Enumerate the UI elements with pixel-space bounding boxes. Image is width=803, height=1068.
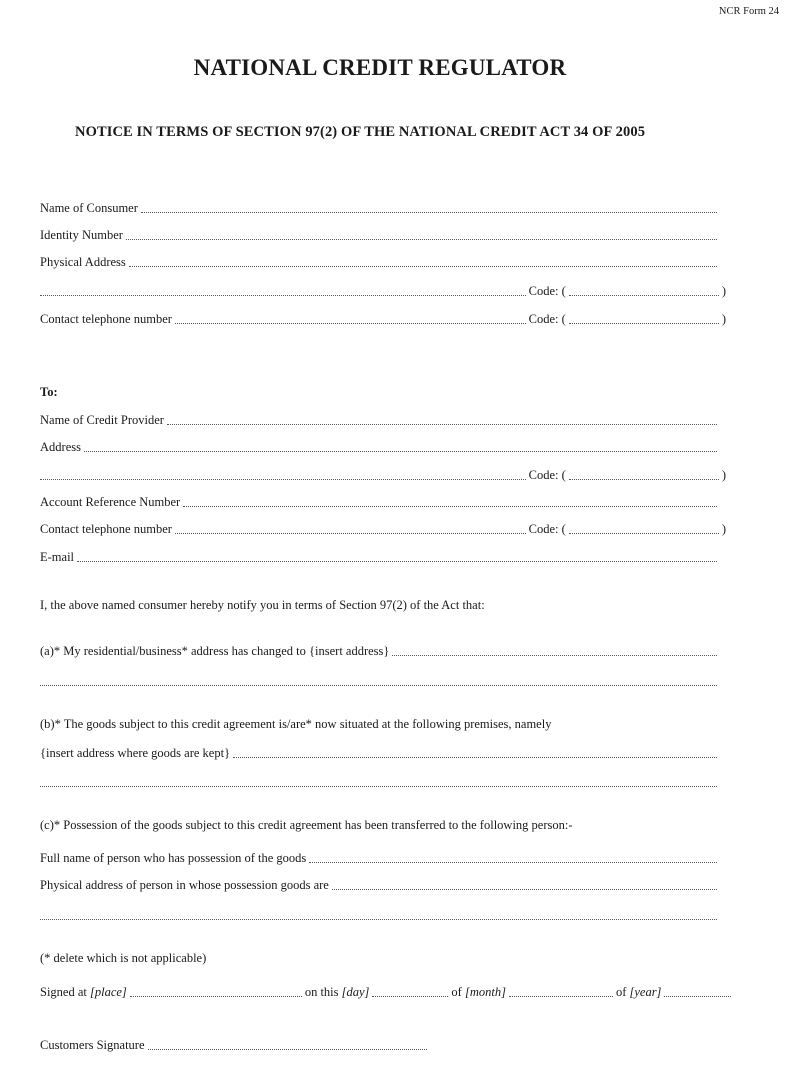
customer-signature-label: Customers Signature bbox=[40, 1038, 145, 1052]
postal-code-line[interactable] bbox=[569, 294, 719, 296]
provider-dial-code-line[interactable] bbox=[569, 532, 719, 534]
provider-dial-code-label: Code: ( bbox=[528, 522, 566, 536]
provider-phone-line[interactable] bbox=[175, 532, 526, 534]
provider-address-field[interactable] bbox=[40, 439, 720, 455]
physical-address-field[interactable] bbox=[40, 254, 720, 270]
option-a-line[interactable] bbox=[392, 654, 717, 656]
consumer-phone-label: Contact telephone number bbox=[40, 312, 172, 326]
provider-code-label: Code: ( bbox=[528, 468, 566, 482]
delete-note: (* delete which is not applicable) bbox=[40, 951, 207, 965]
signed-on-label: on this bbox=[304, 985, 339, 999]
option-b-line2-field[interactable] bbox=[40, 774, 720, 790]
signed-year-label: [year] bbox=[629, 985, 662, 999]
provider-address-line[interactable] bbox=[84, 450, 717, 452]
page-subtitle: NOTICE IN TERMS OF SECTION 97(2) OF THE NATIONAL CREDIT ACT 34 OF 2005 bbox=[75, 124, 646, 140]
consumer-name-field[interactable] bbox=[40, 200, 720, 216]
option-a-field[interactable] bbox=[40, 643, 720, 659]
physical-address-line2-field[interactable] bbox=[40, 283, 726, 299]
physical-address-line2[interactable] bbox=[40, 294, 526, 296]
possession-address-field[interactable] bbox=[40, 877, 720, 893]
identity-number-label: Identity Number bbox=[40, 228, 123, 242]
account-reference-line[interactable] bbox=[183, 505, 717, 507]
provider-phone-field[interactable] bbox=[40, 521, 726, 537]
signed-line[interactable] bbox=[40, 984, 734, 1000]
signed-at-label: Signed at bbox=[40, 985, 87, 999]
consumer-name-label: Name of Consumer bbox=[40, 201, 138, 215]
possession-name-line[interactable] bbox=[309, 861, 717, 863]
account-reference-field[interactable] bbox=[40, 494, 720, 510]
provider-address-line2-field[interactable] bbox=[40, 467, 726, 483]
form-number: NCR Form 24 bbox=[718, 6, 779, 17]
to-heading: To: bbox=[40, 385, 58, 399]
signed-of-label: of bbox=[451, 985, 462, 999]
signed-place-label: [place] bbox=[90, 985, 127, 999]
possession-name-field[interactable] bbox=[40, 850, 720, 866]
customer-signature-field[interactable] bbox=[40, 1037, 430, 1053]
possession-address-line2-field[interactable] bbox=[40, 907, 720, 923]
postal-code-label: Code: ( bbox=[528, 284, 566, 298]
account-reference-label: Account Reference Number bbox=[40, 495, 181, 509]
consumer-phone-field[interactable] bbox=[40, 311, 726, 327]
signed-month-line[interactable] bbox=[509, 995, 613, 997]
consumer-dial-code-line[interactable] bbox=[569, 322, 719, 324]
option-b-text: (b)* The goods subject to this credit agreement is/are* now situated at the following premises, namely bbox=[40, 717, 552, 731]
option-b-line[interactable] bbox=[233, 756, 717, 758]
option-a-line2-field[interactable] bbox=[40, 673, 720, 689]
option-c-text: (c)* Possession of the goods subject to this credit agreement has been transferred to the following person:- bbox=[40, 818, 573, 832]
credit-provider-line[interactable] bbox=[167, 423, 717, 425]
option-b-label: {insert address where goods are kept} bbox=[40, 746, 231, 760]
possession-name-label: Full name of person who has possession of the goods bbox=[40, 851, 307, 865]
postal-code-close: ) bbox=[721, 284, 726, 298]
possession-address-line2[interactable] bbox=[40, 918, 717, 920]
provider-code-line[interactable] bbox=[569, 478, 719, 480]
credit-provider-label: Name of Credit Provider bbox=[40, 413, 164, 427]
provider-phone-label: Contact telephone number bbox=[40, 522, 172, 536]
option-b-line2[interactable] bbox=[40, 785, 717, 787]
physical-address-label: Physical Address bbox=[40, 255, 126, 269]
consumer-name-line[interactable] bbox=[141, 211, 717, 213]
email-line[interactable] bbox=[77, 560, 717, 562]
signed-month-label: [month] bbox=[464, 985, 506, 999]
provider-code-close: ) bbox=[721, 468, 726, 482]
signed-day-line[interactable] bbox=[372, 995, 448, 997]
provider-address-label: Address bbox=[40, 440, 81, 454]
consumer-dial-code-label: Code: ( bbox=[528, 312, 566, 326]
credit-provider-field[interactable] bbox=[40, 412, 720, 428]
option-a-label: (a)* My residential/business* address has changed to {insert address} bbox=[40, 644, 390, 658]
signed-year-line[interactable] bbox=[664, 995, 731, 997]
page-title: NATIONAL CREDIT REGULATOR bbox=[193, 55, 567, 80]
email-label: E-mail bbox=[40, 550, 75, 564]
signed-place-line[interactable] bbox=[130, 995, 302, 997]
possession-address-label: Physical address of person in whose possession goods are bbox=[40, 878, 329, 892]
customer-signature-line[interactable] bbox=[148, 1048, 427, 1050]
signed-of-year-label: of bbox=[615, 985, 627, 999]
email-field[interactable] bbox=[40, 549, 720, 565]
option-b-field[interactable] bbox=[40, 745, 720, 761]
possession-address-line[interactable] bbox=[332, 888, 717, 890]
option-a-line2[interactable] bbox=[40, 684, 717, 686]
consumer-phone-line[interactable] bbox=[175, 322, 526, 324]
notice-intro: I, the above named consumer hereby notify you in terms of Section 97(2) of the Act that: bbox=[40, 598, 485, 612]
provider-dial-code-close: ) bbox=[721, 522, 726, 536]
provider-address-line2[interactable] bbox=[40, 478, 526, 480]
consumer-dial-code-close: ) bbox=[721, 312, 726, 326]
identity-number-line[interactable] bbox=[126, 238, 717, 240]
signed-day-label: [day] bbox=[341, 985, 370, 999]
identity-number-field[interactable] bbox=[40, 227, 720, 243]
physical-address-line[interactable] bbox=[129, 265, 717, 267]
